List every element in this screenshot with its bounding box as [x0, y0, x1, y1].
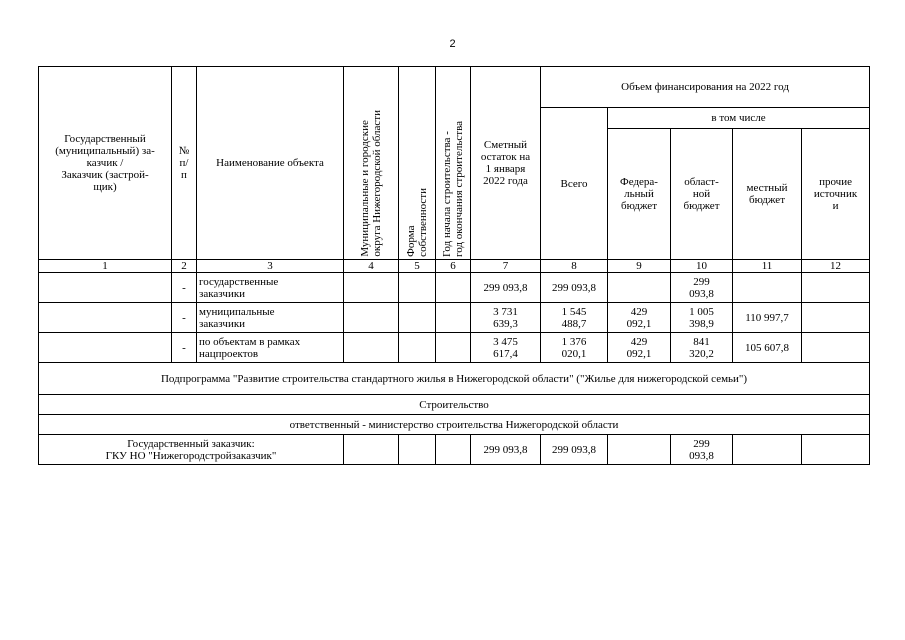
column-number: 10: [671, 260, 733, 273]
header-customer: Государственный (муниципальный) за- казчик / Заказчик (застрой- щик): [39, 67, 172, 260]
header-federal: Федера- льный бюджет: [608, 129, 671, 260]
total-cell: 1 376 020,1: [541, 333, 608, 363]
financing-table: [38, 66, 870, 465]
header-row-1: [39, 67, 870, 108]
column-number: 3: [197, 260, 344, 273]
total-cell: 299 093,8: [541, 435, 608, 465]
federal-cell: 429 092,1: [608, 303, 671, 333]
subprogram-title: Подпрограмма "Развитие строительства стандартного жилья в Нижегородской области" ("Жилье для нижегородской семьи"): [39, 363, 870, 395]
header-other: прочие источник и: [802, 129, 870, 260]
column-number: 2: [172, 260, 197, 273]
local-cell: [733, 273, 802, 303]
regional-cell: 299 093,8: [671, 273, 733, 303]
total-cell: 299 093,8: [541, 273, 608, 303]
column-number: 7: [471, 260, 541, 273]
header-regional: област- ной бюджет: [671, 129, 733, 260]
customer-row: [39, 435, 870, 465]
header-including: в том числе: [608, 108, 870, 129]
header-funding-title: Объем финансирования на 2022 год: [541, 67, 870, 108]
column-number: 4: [344, 260, 399, 273]
federal-cell: [608, 273, 671, 303]
column-number: 8: [541, 260, 608, 273]
column-numbers-row: [39, 260, 870, 273]
column-number: 5: [399, 260, 436, 273]
column-number: 12: [802, 260, 870, 273]
other-cell: [802, 273, 870, 303]
column-number: 1: [39, 260, 172, 273]
balance-cell: 3 731 639,3: [471, 303, 541, 333]
page-number: 2: [449, 38, 456, 50]
balance-cell: 299 093,8: [471, 435, 541, 465]
other-cell: [802, 303, 870, 333]
table-row: - муниципальные заказчики 3 731 639,3 1 545 488,7 429 092,1 1 005 398,9 110 997,7: [39, 303, 870, 333]
column-number: 11: [733, 260, 802, 273]
header-total: Всего: [541, 108, 608, 260]
section-title: Строительство: [39, 395, 870, 415]
other-cell: [802, 333, 870, 363]
balance-cell: 3 475 617,4: [471, 333, 541, 363]
object-name: государственные заказчики: [197, 273, 344, 303]
header-years: Год начала строительства - год окончания строительства: [436, 67, 471, 260]
object-name: по объектам в рамках нацпроектов: [197, 333, 344, 363]
subprogram-row: [39, 363, 870, 395]
header-municipalities: Муниципальные и городские округа Нижегородской области: [344, 67, 399, 260]
local-cell: 105 607,8: [733, 333, 802, 363]
header-object-name: Наименование объекта: [197, 67, 344, 260]
customer-name: Государственный заказчик: ГКУ НО "Нижегородстройзаказчик": [39, 435, 344, 465]
regional-cell: 841 320,2: [671, 333, 733, 363]
column-number: 6: [436, 260, 471, 273]
header-balance: Сметный остаток на 1 января 2022 года: [471, 67, 541, 260]
responsible-row: [39, 415, 870, 435]
section-row: [39, 395, 870, 415]
table-row: - государственные заказчики 299 093,8 299 093,8 299 093,8: [39, 273, 870, 303]
total-cell: 1 545 488,7: [541, 303, 608, 333]
regional-cell: 1 005 398,9: [671, 303, 733, 333]
header-number: № п/ п: [172, 67, 197, 260]
federal-cell: 429 092,1: [608, 333, 671, 363]
table-row: - по объектам в рамках нацпроектов 3 475 617,4 1 376 020,1 429 092,1 841 320,2 105 607,8: [39, 333, 870, 363]
header-ownership: Форма собственности: [399, 67, 436, 260]
local-cell: 110 997,7: [733, 303, 802, 333]
header-local: местный бюджет: [733, 129, 802, 260]
balance-cell: 299 093,8: [471, 273, 541, 303]
responsible-title: ответственный - министерство строительства Нижегородской области: [39, 415, 870, 435]
regional-cell: 299 093,8: [671, 435, 733, 465]
object-name: муниципальные заказчики: [197, 303, 344, 333]
column-number: 9: [608, 260, 671, 273]
